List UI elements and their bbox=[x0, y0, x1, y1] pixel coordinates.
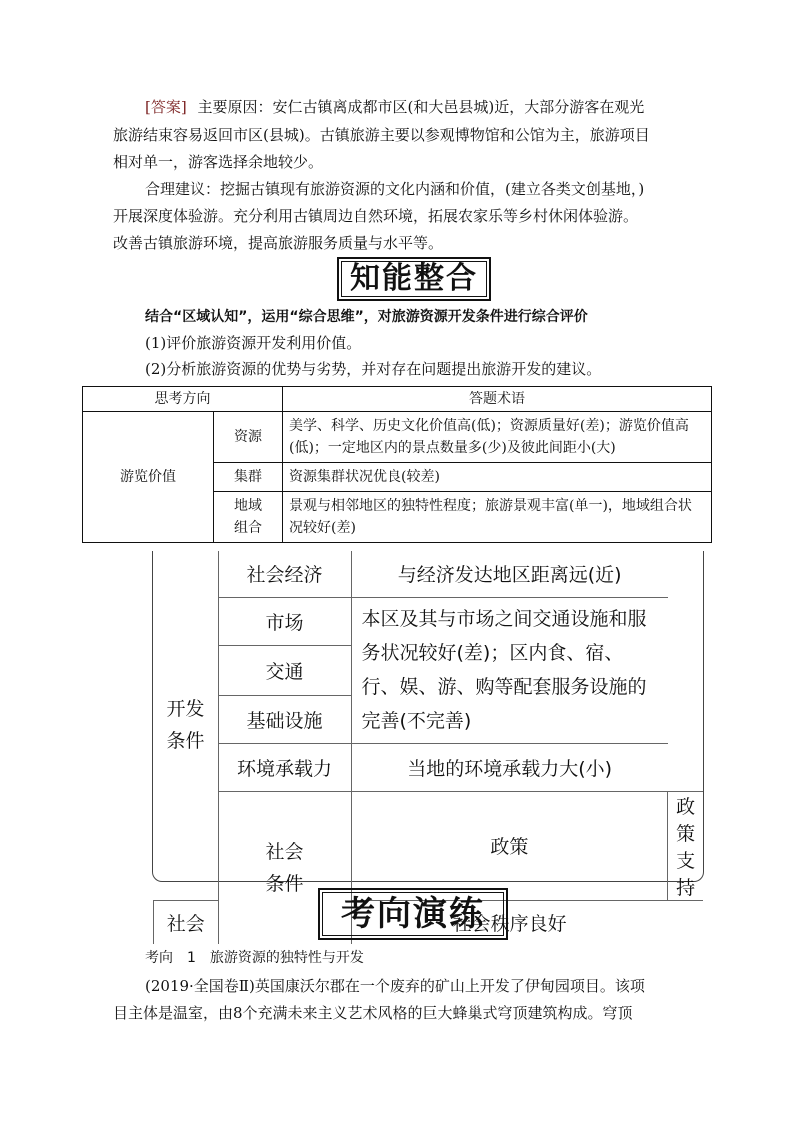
text-society: 社会秩序良好 bbox=[351, 900, 668, 944]
intro-line-1: 结合“区域认知”，运用“综合思维”，对旅游资源开发条件进行综合评价 bbox=[145, 309, 588, 325]
row-text-cluster: 资源集群状况优良(较差) bbox=[283, 463, 712, 492]
answer-line-1 bbox=[145, 96, 644, 118]
text-policy: 政策支持 bbox=[668, 791, 703, 900]
answer-line-2: 旅游结束容易返回市区(县城)。古镇旅游主要以参观博物馆和公馆为主，旅游项目 bbox=[113, 126, 650, 144]
label-market: 市场 bbox=[218, 597, 351, 645]
exercise-line-2: 目主体是温室，由8个充满未来主义艺术风格的巨大蜂巢式穹顶建筑构成。穹顶 bbox=[113, 1004, 633, 1022]
answer-line-6: 改善古镇旅游环境，提高旅游服务质量与水平等。 bbox=[113, 234, 444, 252]
group-dev-conditions bbox=[154, 551, 219, 900]
row-label-regional-combo: 地域组合 bbox=[214, 492, 283, 543]
header-terms: 答题术语 bbox=[283, 387, 712, 412]
exercise-line-1: (2019·全国卷Ⅱ)英国康沃尔郡在一个废弃的矿山上开发了伊甸园项目。该项 bbox=[145, 977, 645, 995]
intro-line-2: (1)评价旅游资源开发利用价值。 bbox=[145, 334, 362, 352]
value-table bbox=[82, 386, 712, 543]
section-title-text: 知能整合 bbox=[350, 261, 478, 296]
group-dev-conditions-text: 开发条件 bbox=[166, 698, 205, 753]
label-social-economy: 社会经济 bbox=[218, 551, 351, 597]
answer-tag: [答案] bbox=[145, 98, 187, 116]
answer-line-4: 合理建议：挖掘古镇现有旅游资源的文化内涵和价值，(建立各类文创基地，) bbox=[145, 180, 645, 198]
intro-line-3: (2)分析旅游资源的优势与劣势，并对存在问题提出旅游开发的建议。 bbox=[145, 360, 602, 378]
label-transport: 交通 bbox=[218, 645, 351, 695]
label-carrying-capacity: 环境承载力 bbox=[218, 743, 351, 791]
row-label-cluster: 集群 bbox=[214, 463, 283, 492]
text-social-economy: 与经济发达地区距离远(近) bbox=[351, 551, 668, 597]
group-tour-value: 游览价值 bbox=[83, 412, 214, 543]
row-text-resource: 美学、科学、历史文化价值高(低)；资源质量好(差)；游览价值高(低)；一定地区内的景点数量多(少)及彼此间距小(大) bbox=[283, 412, 712, 463]
exercise-heading: 考向 1 旅游资源的独特性与开发 bbox=[145, 950, 364, 966]
label-policy: 政策 bbox=[351, 791, 668, 900]
text-market-transport-infra: 本区及其与市场之间交通设施和服务状况较好(差)；区内食、宿、行、娱、游、购等配套服务设施的完善(不完善) bbox=[351, 597, 668, 743]
answer-text-1: 主要原因：安仁古镇离成都市区(和大邑县城)近，大部分游客在观光 bbox=[197, 98, 645, 116]
conditions-table bbox=[153, 551, 703, 944]
section-title-practice bbox=[318, 888, 508, 940]
group-social-conditions-text: 社会条件 bbox=[265, 840, 304, 895]
label-infrastructure: 基础设施 bbox=[218, 695, 351, 743]
text-carrying-capacity: 当地的环境承载力大(小) bbox=[351, 743, 668, 791]
section-title-knowledge bbox=[337, 257, 491, 301]
header-direction: 思考方向 bbox=[83, 387, 283, 412]
row-label-resource: 资源 bbox=[214, 412, 283, 463]
answer-line-3: 相对单一，游客选择余地较少。 bbox=[113, 153, 324, 171]
answer-line-5: 开展深度体验游。充分利用古镇周边自然环境，拓展农家乐等乡村休闲体验游。 bbox=[113, 207, 639, 225]
row-text-regional-combo: 景观与相邻地区的独特性程度；旅游景观丰富(单一)，地域组合状况较好(差) bbox=[283, 492, 712, 543]
section-title-text: 考向演练 bbox=[341, 894, 485, 934]
label-society: 社会 bbox=[154, 900, 219, 944]
